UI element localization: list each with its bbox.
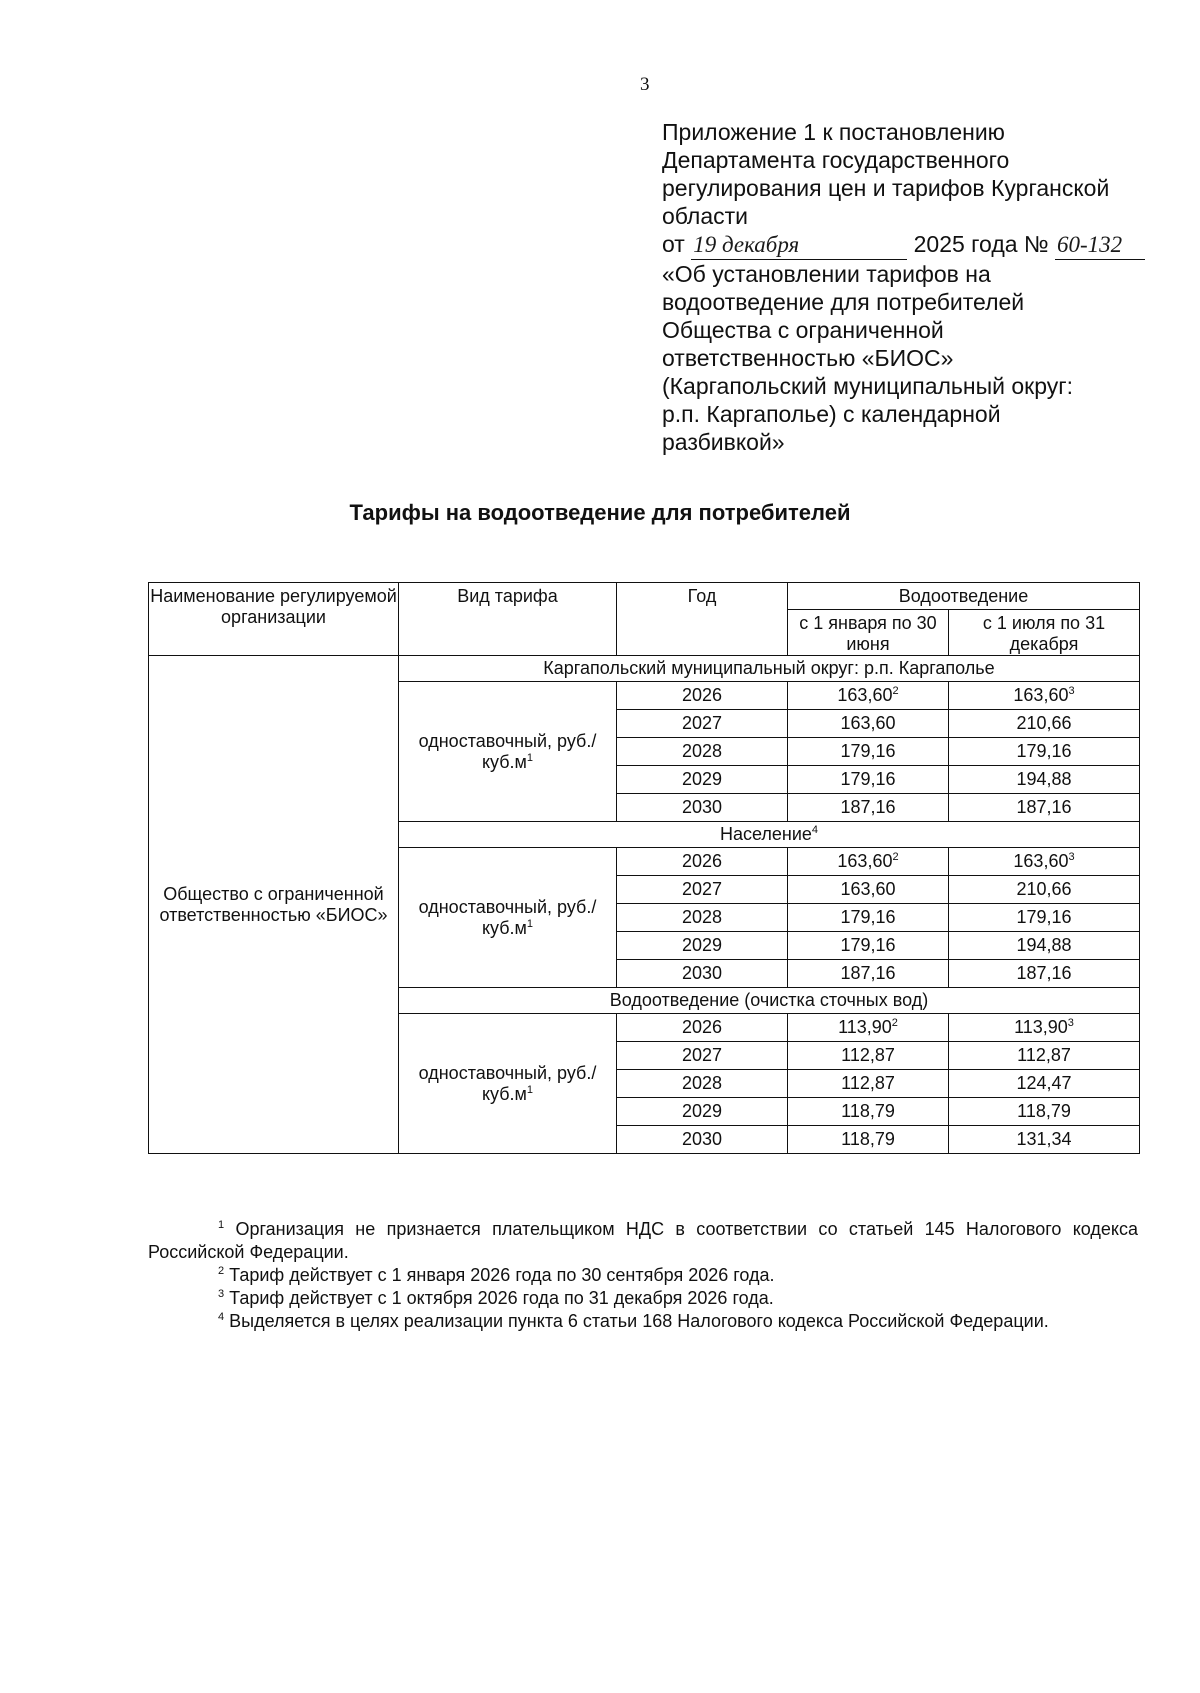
footnote-ref: 3 xyxy=(1068,685,1075,697)
tariff-value-h1 xyxy=(788,1042,949,1070)
year-cell: 2026 xyxy=(617,1014,788,1042)
tariff-value-h2 xyxy=(949,848,1140,876)
footnote-mark: 2 xyxy=(218,1265,225,1277)
tariff-value-h2-text: 124,47 xyxy=(1016,1073,1072,1093)
tariff-value-h2-text: 210,66 xyxy=(1016,713,1072,733)
tariff-value-h2 xyxy=(949,1014,1140,1042)
document-title: Тарифы на водоотведение для потребителей xyxy=(349,500,851,525)
year-cell: 2027 xyxy=(617,710,788,738)
tariff-value-h1-text: 112,87 xyxy=(841,1045,895,1065)
tariff-value-h1 xyxy=(788,1126,949,1154)
tariff-value-h2-text: 113,90 xyxy=(1014,1017,1068,1037)
tariff-value-h1-text: 163,60 xyxy=(837,851,893,871)
annex-line: области xyxy=(662,203,749,229)
year-cell: 2027 xyxy=(617,876,788,904)
footnote-ref: 4 xyxy=(811,824,819,836)
section-title xyxy=(399,656,1140,682)
footnote xyxy=(148,1287,1138,1310)
section-title-text: Водоотведение (очистка сточных вод) xyxy=(609,990,929,1010)
date-prefix: от xyxy=(662,231,685,257)
annex-line: Приложение 1 к постановлению xyxy=(662,119,1005,145)
tariff-value-h1-text: 112,87 xyxy=(841,1073,895,1093)
year-cell: 2028 xyxy=(617,904,788,932)
annex-line: Департамента государственного xyxy=(662,147,1010,173)
handwritten-date-text: 19 декабря xyxy=(693,232,800,257)
tariff-value-h1-text: 187,16 xyxy=(840,963,896,983)
tariff-value-h1-text: 179,16 xyxy=(840,769,896,789)
tariff-type-text: одноставочный, руб./куб.м xyxy=(418,1062,597,1104)
year-cell: 2026 xyxy=(617,848,788,876)
tariff-type-text: одноставочный, руб./куб.м xyxy=(418,896,597,938)
footnote-text: Тариф действует с 1 января 2026 года по 30 сентября 2026 года. xyxy=(229,1265,775,1285)
footnotes xyxy=(148,1218,1138,1333)
tariff-value-h1 xyxy=(788,848,949,876)
footnote xyxy=(148,1264,1138,1287)
footnote-text: Организация не признается плательщиком НДС в соответствии со статьей 145 Налогового кодекса Российской Федерации. xyxy=(148,1219,1138,1262)
tariff-value-h2-text: 163,60 xyxy=(1013,851,1069,871)
tariff-value-h1-text: 187,16 xyxy=(840,797,896,817)
year-cell: 2029 xyxy=(617,766,788,794)
year-cell: 2026 xyxy=(617,682,788,710)
section-title xyxy=(399,822,1140,848)
tariff-type-text: одноставочный, руб./куб.м xyxy=(418,730,597,772)
tariff-value-h2 xyxy=(949,1042,1140,1070)
header-year: Год xyxy=(617,583,788,656)
tariff-value-h1 xyxy=(788,876,949,904)
tariff-value-h2-text: 179,16 xyxy=(1016,907,1072,927)
tariff-value-h2 xyxy=(949,1126,1140,1154)
annex-header xyxy=(662,118,1142,456)
year-text: 2025 года № xyxy=(913,231,1049,257)
tariff-value-h1 xyxy=(788,682,949,710)
tariff-value-h1-text: 163,60 xyxy=(840,713,896,733)
tariff-type xyxy=(399,848,617,988)
footnote-mark: 1 xyxy=(218,1219,225,1231)
header-tariff-type: Вид тарифа xyxy=(399,583,617,656)
header-organization: Наименование регулируемой организации xyxy=(149,583,399,656)
year-cell: 2030 xyxy=(617,1126,788,1154)
tariff-value-h1-text: 163,60 xyxy=(840,879,896,899)
handwritten-date xyxy=(691,230,907,260)
tariff-table xyxy=(148,582,1140,1154)
annex-line: водоотведение для потребителей xyxy=(662,289,1025,315)
footnote-mark: 4 xyxy=(218,1311,225,1323)
year-cell: 2030 xyxy=(617,960,788,988)
footnote-ref: 3 xyxy=(1068,851,1075,863)
tariff-value-h1-text: 118,79 xyxy=(841,1101,895,1121)
section-row xyxy=(149,656,1140,682)
footnote xyxy=(148,1218,1138,1264)
year-cell: 2030 xyxy=(617,794,788,822)
footnote-ref: 1 xyxy=(526,1083,534,1096)
annex-line: ответственностью «БИОС» xyxy=(662,345,954,371)
footnote-ref: 1 xyxy=(526,917,534,930)
tariff-value-h2-text: 194,88 xyxy=(1016,935,1072,955)
header-period-1: с 1 января по 30 июня xyxy=(788,610,949,656)
footnote-text: Выделяется в целях реализации пункта 6 статьи 168 Налогового кодекса Российской Федерации. xyxy=(229,1311,1049,1331)
tariff-value-h1 xyxy=(788,1098,949,1126)
year-cell: 2029 xyxy=(617,932,788,960)
tariff-value-h1-text: 113,90 xyxy=(838,1017,892,1037)
tariff-value-h1 xyxy=(788,1070,949,1098)
tariff-value-h1-text: 163,60 xyxy=(837,685,893,705)
annex-line: Общества с ограниченной xyxy=(662,317,944,343)
header-service: Водоотведение xyxy=(788,583,1140,610)
footnote-ref: 2 xyxy=(892,851,899,863)
tariff-value-h2-text: 187,16 xyxy=(1016,797,1072,817)
page-number: 3 xyxy=(640,74,650,95)
tariff-value-h2 xyxy=(949,932,1140,960)
tariff-value-h2-text: 179,16 xyxy=(1016,741,1072,761)
tariff-value-h1 xyxy=(788,794,949,822)
tariff-value-h1 xyxy=(788,932,949,960)
tariff-value-h2 xyxy=(949,876,1140,904)
year-cell: 2028 xyxy=(617,1070,788,1098)
tariff-value-h2-text: 194,88 xyxy=(1016,769,1072,789)
footnote-mark: 3 xyxy=(218,1288,225,1300)
year-cell: 2027 xyxy=(617,1042,788,1070)
footnote-ref: 3 xyxy=(1067,1017,1074,1029)
tariff-value-h2 xyxy=(949,682,1140,710)
section-title-text: Каргапольский муниципальный округ: р.п. Каргаполье xyxy=(543,658,995,678)
tariff-value-h2-text: 187,16 xyxy=(1016,963,1072,983)
footnote-ref: 2 xyxy=(892,685,899,697)
tariff-type xyxy=(399,682,617,822)
tariff-value-h2 xyxy=(949,766,1140,794)
tariff-value-h1 xyxy=(788,766,949,794)
annex-line: разбивкой» xyxy=(662,429,785,455)
tariff-value-h1 xyxy=(788,738,949,766)
footnote xyxy=(148,1310,1138,1333)
tariff-value-h2 xyxy=(949,710,1140,738)
tariff-value-h2 xyxy=(949,738,1140,766)
header-period-2: с 1 июля по 31 декабря xyxy=(949,610,1140,656)
section-title-text: Население xyxy=(719,824,812,844)
tariff-value-h1 xyxy=(788,710,949,738)
footnote-ref: 2 xyxy=(891,1017,898,1029)
tariff-type xyxy=(399,1014,617,1154)
tariff-value-h1-text: 118,79 xyxy=(841,1129,895,1149)
tariff-value-h1 xyxy=(788,904,949,932)
tariff-value-h2 xyxy=(949,794,1140,822)
annex-line: регулирования цен и тарифов Курганской xyxy=(662,175,1110,201)
tariff-value-h2 xyxy=(949,1098,1140,1126)
tariff-value-h1-text: 179,16 xyxy=(840,935,896,955)
year-cell: 2028 xyxy=(617,738,788,766)
tariff-value-h1-text: 179,16 xyxy=(840,907,896,927)
tariff-value-h1-text: 179,16 xyxy=(840,741,896,761)
organization-name: Общество с ограниченной ответственностью «БИОС» xyxy=(149,656,399,1154)
handwritten-number xyxy=(1055,230,1145,260)
tariff-value-h2 xyxy=(949,904,1140,932)
tariff-value-h2-text: 118,79 xyxy=(1017,1101,1071,1121)
tariff-value-h1 xyxy=(788,1014,949,1042)
annex-line: р.п. Каргаполье) с календарной xyxy=(662,401,1001,427)
year-cell: 2029 xyxy=(617,1098,788,1126)
tariff-value-h1 xyxy=(788,960,949,988)
tariff-value-h2-text: 163,60 xyxy=(1013,685,1069,705)
tariff-value-h2 xyxy=(949,960,1140,988)
section-title xyxy=(399,988,1140,1014)
tariff-value-h2 xyxy=(949,1070,1140,1098)
tariff-value-h2-text: 112,87 xyxy=(1017,1045,1071,1065)
annex-line: (Каргапольский муниципальный округ: xyxy=(662,373,1074,399)
footnote-text: Тариф действует с 1 октября 2026 года по 31 декабря 2026 года. xyxy=(229,1288,774,1308)
annex-line: «Об установлении тарифов на xyxy=(662,261,991,287)
tariff-value-h2-text: 131,34 xyxy=(1016,1129,1072,1149)
handwritten-number-text: 60-132 xyxy=(1057,232,1123,257)
footnote-ref: 1 xyxy=(526,751,534,764)
tariff-value-h2-text: 210,66 xyxy=(1016,879,1072,899)
annex-date-line xyxy=(662,230,1142,260)
